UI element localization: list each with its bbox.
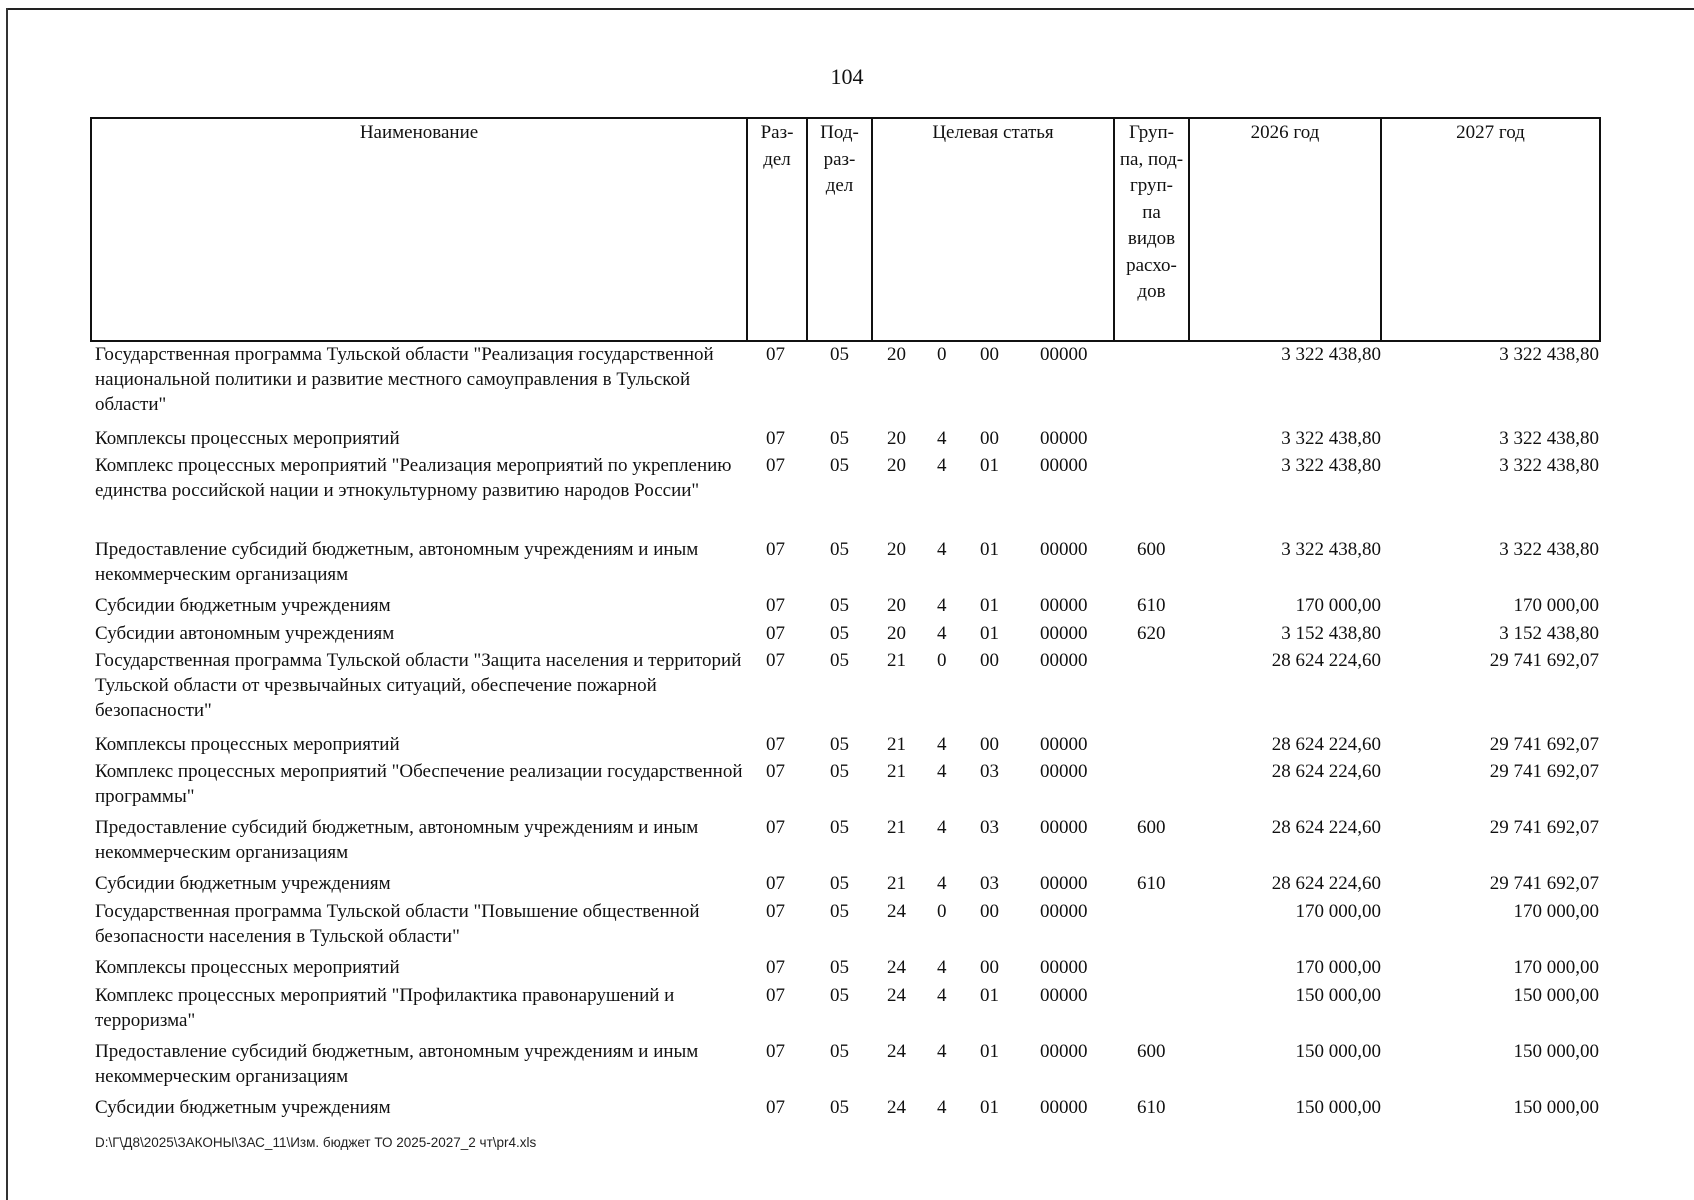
page-number: 104 [830,64,864,89]
row-target-3: 01 [980,595,999,616]
row-section: 07 [766,734,785,755]
row-group: 600 [1137,539,1166,560]
row-target-1: 20 [887,623,906,644]
row-section: 07 [766,817,785,838]
row-target-2: 4 [937,957,947,978]
row-value-2026: 170 000,00 [1295,957,1381,978]
row-name: Комплекс процессных мероприятий "Профилактика правонарушений и терроризма" [95,985,675,1031]
row-target-1: 20 [887,455,906,476]
row-target-2: 4 [937,761,947,782]
row-section: 07 [766,650,785,671]
row-target-4: 00000 [1040,957,1088,978]
header-subsection-line: дел [825,175,854,196]
row-subsection: 05 [830,901,849,922]
row-subsection: 05 [830,985,849,1006]
row-target-3: 01 [980,985,999,1006]
row-section: 07 [766,985,785,1006]
header-group-line: расхо- [1126,254,1177,276]
row-subsection: 05 [830,734,849,755]
row-target-4: 00000 [1040,873,1088,894]
row-target-1: 21 [887,761,906,782]
row-target-4: 00000 [1040,817,1088,838]
row-target-3: 00 [980,734,999,755]
row-target-4: 00000 [1040,539,1088,560]
row-target-3: 00 [980,344,999,365]
file-path-footer: D:\Г\Д8\2025\ЗАКОНЫ\ЗАС_11\Изм. бюджет ТО 2025-2027_2 чт\pr4.xls [95,1135,537,1150]
row-value-2027: 29 741 692,07 [1489,817,1599,838]
row-section: 07 [766,761,785,782]
row-subsection: 05 [830,455,849,476]
row-section: 07 [766,595,785,616]
row-value-2027: 29 741 692,07 [1489,761,1599,782]
row-target-3: 01 [980,1097,999,1118]
row-section: 07 [766,344,785,365]
header-divider [1380,117,1382,342]
row-name: Предоставление субсидий бюджетным, автономным учреждениям и иным некоммерческим организациям [95,539,699,585]
row-target-4: 00000 [1040,623,1088,644]
row-target-1: 20 [887,539,906,560]
row-value-2026: 3 322 438,80 [1281,455,1381,476]
row-section: 07 [766,901,785,922]
row-value-2026: 28 624 224,60 [1271,650,1381,671]
header-expense-group [1115,120,1188,306]
row-target-4: 00000 [1040,1097,1088,1118]
row-name: Комплекс процессных мероприятий "Обеспечение реализации государственной программы" [95,761,743,807]
row-value-2027: 3 152 438,80 [1499,623,1599,644]
row-group: 610 [1137,1097,1166,1118]
row-value-2026: 3 322 438,80 [1281,344,1381,365]
row-target-1: 21 [887,650,906,671]
row-name: Комплексы процессных мероприятий [95,428,400,449]
header-section [748,120,806,173]
row-subsection: 05 [830,428,849,449]
header-group-line: па, под- [1119,148,1184,170]
row-subsection: 05 [830,817,849,838]
row-target-1: 21 [887,817,906,838]
row-value-2026: 3 152 438,80 [1281,623,1381,644]
page-border-left [6,8,8,1200]
row-target-4: 00000 [1040,985,1088,1006]
row-target-2: 4 [937,1097,947,1118]
row-target-1: 20 [887,344,906,365]
row-value-2027: 3 322 438,80 [1499,539,1599,560]
header-name: Наименование [359,122,479,143]
row-name: Государственная программа Тульской области "Повышение общественной безопасности населения в Тульской области" [95,901,700,947]
row-target-2: 0 [937,901,947,922]
row-target-2: 4 [937,539,947,560]
row-value-2027: 170 000,00 [1513,957,1599,978]
row-value-2027: 150 000,00 [1513,1041,1599,1062]
row-target-4: 00000 [1040,761,1088,782]
row-target-2: 4 [937,1041,947,1062]
header-group-line: груп- [1129,175,1174,196]
row-subsection: 05 [830,957,849,978]
header-group-line: дов [1137,281,1166,302]
header-year-2026: 2026 год [1250,122,1320,143]
row-target-4: 00000 [1040,344,1088,365]
row-value-2027: 3 322 438,80 [1499,344,1599,365]
row-value-2026: 150 000,00 [1295,985,1381,1006]
row-target-1: 24 [887,957,906,978]
row-value-2026: 150 000,00 [1295,1097,1381,1118]
row-target-1: 21 [887,734,906,755]
row-name: Субсидии бюджетным учреждениям [95,595,391,616]
row-target-2: 4 [937,595,947,616]
row-value-2026: 28 624 224,60 [1271,734,1381,755]
row-target-3: 03 [980,873,999,894]
row-target-1: 24 [887,985,906,1006]
row-value-2027: 150 000,00 [1513,985,1599,1006]
row-name: Комплексы процессных мероприятий [95,734,400,755]
row-target-3: 01 [980,455,999,476]
row-subsection: 05 [830,761,849,782]
row-subsection: 05 [830,623,849,644]
header-group-line: видов [1127,228,1176,249]
row-value-2027: 29 741 692,07 [1489,650,1599,671]
row-value-2026: 28 624 224,60 [1271,873,1381,894]
row-target-2: 4 [937,873,947,894]
row-target-1: 20 [887,428,906,449]
row-value-2026: 3 322 438,80 [1281,428,1381,449]
row-name: Комплексы процессных мероприятий [95,957,400,978]
row-section: 07 [766,1097,785,1118]
row-name: Субсидии бюджетным учреждениям [95,1097,391,1118]
row-name: Субсидии автономным учреждениям [95,623,395,644]
row-target-2: 4 [937,734,947,755]
row-target-4: 00000 [1040,595,1088,616]
row-target-2: 4 [937,817,947,838]
row-subsection: 05 [830,873,849,894]
row-subsection: 05 [830,1097,849,1118]
row-target-3: 03 [980,761,999,782]
header-section-line: дел [763,148,791,170]
row-subsection: 05 [830,344,849,365]
row-name: Комплекс процессных мероприятий "Реализация мероприятий по укреплению единства российской нации и этнокультурному развитию народов России" [95,455,732,501]
row-subsection: 05 [830,1041,849,1062]
header-year-2027: 2027 год [1456,122,1525,143]
row-value-2027: 150 000,00 [1513,1097,1599,1118]
row-section: 07 [766,539,785,560]
row-target-2: 0 [937,650,947,671]
header-divider [871,117,873,342]
row-target-3: 01 [980,1041,999,1062]
row-section: 07 [766,1041,785,1062]
row-section: 07 [766,957,785,978]
row-target-1: 24 [887,1097,906,1118]
row-target-1: 20 [887,595,906,616]
page-border-top [6,8,1694,10]
row-value-2027: 3 322 438,80 [1499,455,1599,476]
row-group: 600 [1137,817,1166,838]
row-target-2: 4 [937,428,947,449]
row-section: 07 [766,455,785,476]
header-subsection [808,120,871,200]
header-group-line: Груп- [1128,122,1175,143]
row-value-2026: 28 624 224,60 [1271,761,1381,782]
row-name: Субсидии бюджетным учреждениям [95,873,391,894]
row-value-2027: 170 000,00 [1513,901,1599,922]
row-target-2: 4 [937,455,947,476]
row-target-4: 00000 [1040,1041,1088,1062]
row-name: Государственная программа Тульской области "Реализация государственной национальной политики и развитие местного самоуправления в Тульской области" [95,344,714,415]
row-value-2027: 29 741 692,07 [1489,734,1599,755]
row-target-4: 00000 [1040,901,1088,922]
row-target-4: 00000 [1040,650,1088,671]
row-target-3: 03 [980,817,999,838]
row-name: Государственная программа Тульской области "Защита населения и территорий Тульской области от чрезвычайных ситуаций, обеспечение пожарной безопасности" [95,650,742,721]
row-subsection: 05 [830,539,849,560]
row-target-1: 24 [887,1041,906,1062]
row-value-2026: 170 000,00 [1295,901,1381,922]
row-value-2026: 3 322 438,80 [1281,539,1381,560]
header-divider [1188,117,1190,342]
row-target-3: 00 [980,901,999,922]
row-section: 07 [766,428,785,449]
row-target-1: 24 [887,901,906,922]
header-target-article: Целевая статья [932,122,1054,143]
row-section: 07 [766,623,785,644]
row-value-2027: 170 000,00 [1513,595,1599,616]
row-target-2: 4 [937,623,947,644]
row-value-2026: 150 000,00 [1295,1041,1381,1062]
row-target-2: 0 [937,344,947,365]
header-section-line: Раз- [760,122,794,143]
row-section: 07 [766,873,785,894]
row-group: 610 [1137,873,1166,894]
header-group-line: па [1142,201,1161,223]
row-group: 620 [1137,623,1166,644]
row-value-2027: 29 741 692,07 [1489,873,1599,894]
row-name: Предоставление субсидий бюджетным, автономным учреждениям и иным некоммерческим организациям [95,817,699,863]
row-target-3: 01 [980,623,999,644]
row-value-2026: 28 624 224,60 [1271,817,1381,838]
row-target-3: 00 [980,957,999,978]
row-target-4: 00000 [1040,734,1088,755]
row-group: 600 [1137,1041,1166,1062]
header-subsection-line: Под- [820,122,859,143]
row-target-4: 00000 [1040,455,1088,476]
row-target-1: 21 [887,873,906,894]
row-target-3: 01 [980,539,999,560]
row-value-2027: 3 322 438,80 [1499,428,1599,449]
row-target-3: 00 [980,650,999,671]
header-subsection-line: раз- [823,148,856,170]
row-target-3: 00 [980,428,999,449]
row-subsection: 05 [830,650,849,671]
row-subsection: 05 [830,595,849,616]
row-target-2: 4 [937,985,947,1006]
row-name: Предоставление субсидий бюджетным, автономным учреждениям и иным некоммерческим организациям [95,1041,699,1087]
row-target-4: 00000 [1040,428,1088,449]
row-group: 610 [1137,595,1166,616]
row-value-2026: 170 000,00 [1295,595,1381,616]
